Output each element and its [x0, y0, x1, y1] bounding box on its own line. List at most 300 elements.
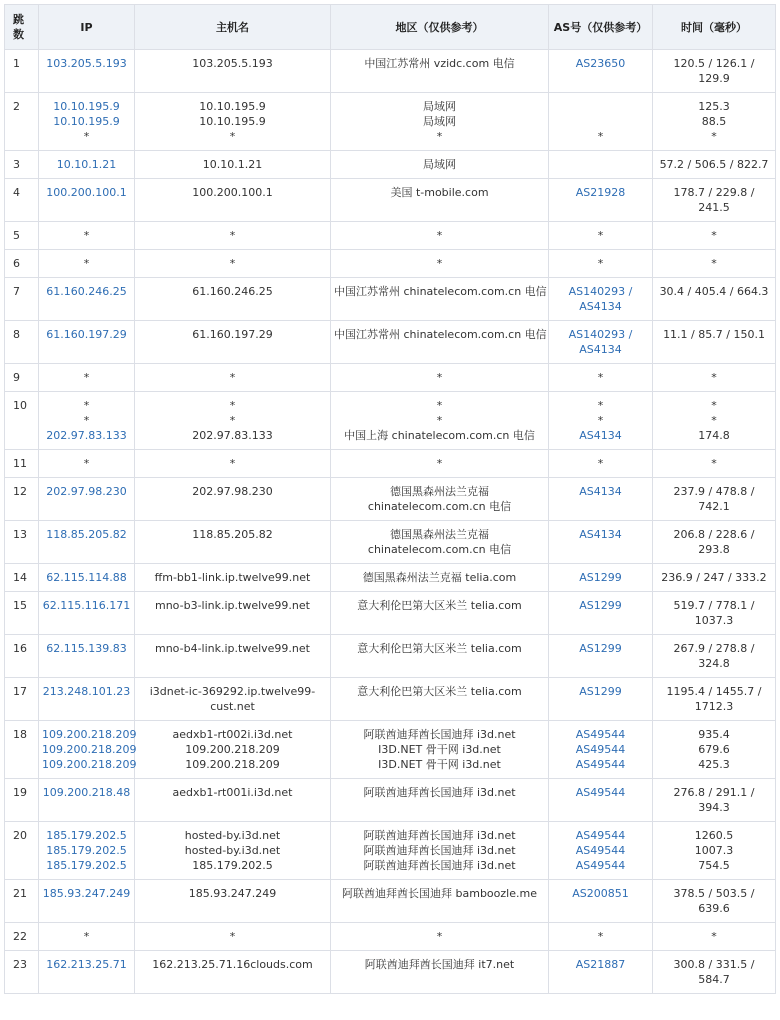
time-cell-text: * — [711, 371, 717, 384]
hostname-cell-text: 100.200.100.1 — [192, 186, 273, 199]
hostname-cell-text: 162.213.25.71.16clouds.com — [152, 958, 313, 971]
time-cell-text: 267.9 / 278.8 / — [673, 642, 755, 655]
region-cell-text: 德国黑森州法兰克福 telia.com — [362, 571, 517, 584]
as-cell — [549, 923, 653, 951]
hostname-cell — [135, 250, 331, 278]
region-cell — [331, 151, 549, 179]
ip-cell — [39, 222, 135, 250]
ip-link[interactable]: 118.85.205.82 — [46, 528, 127, 541]
region-cell-text: * — [436, 930, 443, 943]
time-cell — [653, 521, 776, 564]
region-cell — [331, 93, 549, 151]
time-cell-text: 174.8 — [698, 429, 730, 442]
hop-cell: 4 — [5, 179, 39, 222]
region-cell-text: 局域网 — [423, 115, 456, 128]
time-cell-text: * — [711, 130, 717, 143]
region-cell-text: 德国黑森州法兰克福 — [390, 528, 489, 541]
ip-link[interactable]: 202.97.98.230 — [46, 485, 127, 498]
region-cell — [331, 779, 549, 822]
hostname-cell-text: 103.205.5.193 — [192, 57, 273, 70]
table-row — [5, 450, 776, 478]
region-cell — [331, 450, 549, 478]
hostname-cell-text: aedxb1-rt001i.i3d.net — [172, 786, 293, 799]
as-cell-text: * — [597, 130, 604, 143]
time-cell — [653, 93, 776, 151]
hostname-cell — [135, 478, 331, 521]
hop-cell: 19 — [5, 779, 39, 822]
region-cell — [331, 951, 549, 994]
ip-cell — [39, 592, 135, 635]
region-cell — [331, 635, 549, 678]
time-cell — [653, 635, 776, 678]
region-cell-text: chinatelecom.com.cn 电信 — [367, 500, 512, 513]
time-cell-text: * — [711, 414, 717, 427]
table-row — [5, 50, 776, 93]
time-cell-text: * — [711, 457, 717, 470]
ip-link[interactable]: 62.115.116.171 — [42, 599, 131, 612]
ip-cell — [39, 364, 135, 392]
region-cell — [331, 592, 549, 635]
as-link[interactable]: AS49544 — [575, 728, 626, 741]
ip-link[interactable]: 213.248.101.23 — [42, 685, 131, 698]
ip-link[interactable]: 185.93.247.249 — [42, 887, 131, 900]
time-cell-text: * — [711, 399, 717, 412]
hostname-cell-text: mno-b4-link.ip.twelve99.net — [155, 642, 310, 655]
region-cell-text: 阿联酋迪拜酋长国迪拜 i3d.net — [363, 844, 516, 857]
hostname-cell-text: hosted-by.i3d.net — [184, 844, 281, 857]
as-cell — [549, 951, 653, 994]
time-cell-text: 129.9 — [698, 72, 730, 85]
header-hostname: 主机名 — [135, 5, 331, 50]
hop-cell: 22 — [5, 923, 39, 951]
header-as: AS号（仅供参考） — [549, 5, 653, 50]
ip-cell — [39, 50, 135, 93]
hostname-cell — [135, 880, 331, 923]
traceroute-table — [4, 4, 776, 994]
header-hop — [5, 5, 39, 50]
time-cell-text: 1195.4 / 1455.7 / — [666, 685, 762, 698]
as-cell — [549, 250, 653, 278]
ip-cell — [39, 278, 135, 321]
hostname-cell-text: * — [229, 257, 236, 270]
as-link[interactable]: AS49544 — [575, 786, 626, 799]
ip-link[interactable]: 109.200.218.209 — [42, 743, 137, 756]
region-cell-text: chinatelecom.com.cn 电信 — [367, 543, 512, 556]
ip-link[interactable]: 162.213.25.71 — [46, 958, 127, 971]
as-cell-text — [552, 114, 649, 129]
hostname-cell — [135, 822, 331, 880]
hop-cell: 13 — [5, 521, 39, 564]
as-link[interactable]: AS21887 — [575, 958, 626, 971]
time-cell-text: 1712.3 — [694, 700, 734, 713]
as-cell — [549, 521, 653, 564]
ip-cell — [39, 321, 135, 364]
time-cell-text: 1260.5 — [694, 829, 734, 842]
hop-cell: 5 — [5, 222, 39, 250]
ip-link[interactable]: 10.10.195.9 — [53, 115, 120, 128]
hop-cell: 3 — [5, 151, 39, 179]
table-row — [5, 635, 776, 678]
table-row — [5, 151, 776, 179]
time-cell-text: 236.9 / 247 / 333.2 — [661, 571, 767, 584]
as-link[interactable]: AS4134 — [579, 429, 622, 442]
region-cell-text: 阿联酋迪拜酋长国迪拜 i3d.net — [363, 829, 516, 842]
ip-link[interactable]: 61.160.197.29 — [46, 328, 127, 341]
as-link[interactable]: AS23650 — [575, 57, 626, 70]
as-cell — [549, 278, 653, 321]
hop-cell: 10 — [5, 392, 39, 450]
as-link[interactable]: AS4134 — [579, 528, 622, 541]
table-row — [5, 951, 776, 994]
region-cell — [331, 321, 549, 364]
hostname-cell — [135, 951, 331, 994]
hostname-cell — [135, 564, 331, 592]
as-cell — [549, 93, 653, 151]
ip-cell — [39, 93, 135, 151]
hostname-cell-text: * — [229, 371, 236, 384]
time-cell-text: * — [711, 257, 717, 270]
hop-cell: 20 — [5, 822, 39, 880]
ip-cell — [39, 779, 135, 822]
time-cell — [653, 822, 776, 880]
table-row — [5, 564, 776, 592]
region-cell-text: 美国 t-mobile.com — [390, 186, 489, 199]
as-cell — [549, 151, 653, 179]
header-region: 地区（仅供参考） — [331, 5, 549, 50]
time-cell-text: 742.1 — [698, 500, 730, 513]
ip-link[interactable]: 109.200.218.209 — [42, 758, 137, 771]
hostname-cell — [135, 321, 331, 364]
region-cell-text: 中国江苏常州 chinatelecom.com.cn 电信 — [334, 285, 547, 298]
hostname-cell-text: cust.net — [210, 700, 255, 713]
as-link[interactable]: AS4134 — [579, 343, 622, 356]
as-cell — [549, 592, 653, 635]
hop-cell: 12 — [5, 478, 39, 521]
region-cell — [331, 179, 549, 222]
hop-cell: 2 — [5, 93, 39, 151]
ip-cell — [39, 678, 135, 721]
ip-link[interactable]: 10.10.195.9 — [53, 100, 120, 113]
region-cell — [331, 364, 549, 392]
ip-link[interactable]: 103.205.5.193 — [46, 57, 127, 70]
region-cell-text: 阿联酋迪拜酋长国迪拜 i3d.net — [363, 859, 516, 872]
time-cell-text: 241.5 — [698, 201, 730, 214]
ip-cell — [39, 822, 135, 880]
time-cell-text: 88.5 — [701, 115, 727, 128]
table-row — [5, 179, 776, 222]
time-cell-text: 1037.3 — [694, 614, 734, 627]
hostname-cell — [135, 278, 331, 321]
hostname-cell-text: ffm-bb1-link.ip.twelve99.net — [154, 571, 311, 584]
time-cell-text: 1007.3 — [694, 844, 734, 857]
hop-cell: 11 — [5, 450, 39, 478]
region-cell-text: 阿联酋迪拜酋长国迪拜 i3d.net — [363, 786, 516, 799]
hostname-cell-text: 61.160.246.25 — [192, 285, 273, 298]
as-cell — [549, 321, 653, 364]
ip-cell — [39, 478, 135, 521]
hostname-cell — [135, 392, 331, 450]
ip-cell-text: * — [83, 399, 90, 412]
region-cell-text: 阿联酋迪拜酋长国迪拜 it7.net — [364, 958, 515, 971]
time-cell — [653, 321, 776, 364]
time-cell — [653, 564, 776, 592]
region-cell-text: * — [436, 130, 443, 143]
hostname-cell — [135, 93, 331, 151]
region-cell — [331, 923, 549, 951]
ip-cell — [39, 151, 135, 179]
as-cell — [549, 678, 653, 721]
time-cell-text: 178.7 / 229.8 / — [673, 186, 755, 199]
region-cell-text: I3D.NET 骨干网 i3d.net — [378, 758, 501, 771]
table-row — [5, 250, 776, 278]
time-cell-text: 11.1 / 85.7 / 150.1 — [663, 328, 765, 341]
hostname-cell-text: 109.200.218.209 — [185, 758, 280, 771]
hostname-cell-text: 118.85.205.82 — [192, 528, 273, 541]
region-cell — [331, 250, 549, 278]
header-hop-label: 跳 数 — [13, 13, 24, 41]
hostname-cell-text: i3dnet-ic-369292.ip.twelve99- — [149, 685, 316, 698]
hop-cell: 18 — [5, 721, 39, 779]
table-row — [5, 592, 776, 635]
hostname-cell-text: * — [229, 130, 236, 143]
hop-cell: 17 — [5, 678, 39, 721]
as-link[interactable]: AS4134 — [579, 485, 622, 498]
hostname-cell-text: * — [229, 457, 236, 470]
ip-cell — [39, 635, 135, 678]
time-cell — [653, 364, 776, 392]
hop-cell: 8 — [5, 321, 39, 364]
table-row — [5, 321, 776, 364]
table-header-row — [5, 5, 776, 50]
time-cell — [653, 880, 776, 923]
time-cell-text: 206.8 / 228.6 / — [673, 528, 755, 541]
time-cell-text: 425.3 — [698, 758, 730, 771]
region-cell-text: 局域网 — [423, 158, 456, 171]
table-row — [5, 222, 776, 250]
region-cell-text: 意大利伦巴第大区米兰 telia.com — [357, 599, 522, 612]
hostname-cell — [135, 179, 331, 222]
table-row — [5, 392, 776, 450]
time-cell — [653, 50, 776, 93]
time-cell-text: 276.8 / 291.1 / — [673, 786, 755, 799]
header-ip: IP — [39, 5, 135, 50]
as-link[interactable]: AS1299 — [579, 685, 622, 698]
as-link[interactable]: AS1299 — [579, 599, 622, 612]
hostname-cell-text: * — [229, 414, 236, 427]
region-cell-text: * — [436, 399, 443, 412]
as-link[interactable]: AS1299 — [579, 642, 622, 655]
time-cell — [653, 179, 776, 222]
as-cell-text: * — [597, 371, 604, 384]
as-cell-text — [552, 99, 649, 114]
as-cell — [549, 822, 653, 880]
hostname-cell-text: mno-b3-link.ip.twelve99.net — [155, 599, 310, 612]
hostname-cell-text: aedxb1-rt002i.i3d.net — [172, 728, 293, 741]
time-cell-text: 378.5 / 503.5 / — [673, 887, 755, 900]
ip-cell — [39, 923, 135, 951]
table-body — [5, 50, 776, 994]
ip-cell — [39, 250, 135, 278]
ip-cell — [39, 521, 135, 564]
region-cell-text: 中国上海 chinatelecom.com.cn 电信 — [344, 429, 535, 442]
ip-link[interactable]: 62.115.139.83 — [46, 642, 127, 655]
ip-cell — [39, 951, 135, 994]
hostname-cell-text: 202.97.83.133 — [192, 429, 273, 442]
as-cell — [549, 880, 653, 923]
region-cell-text: I3D.NET 骨干网 i3d.net — [378, 743, 501, 756]
as-link[interactable]: AS49544 — [575, 829, 626, 842]
ip-cell — [39, 564, 135, 592]
hop-cell: 1 — [5, 50, 39, 93]
time-cell-text: 639.6 — [698, 902, 730, 915]
time-cell-text: 754.5 — [698, 859, 730, 872]
as-cell — [549, 450, 653, 478]
as-cell-text: * — [597, 457, 604, 470]
header-time: 时间（毫秒） — [653, 5, 776, 50]
hostname-cell — [135, 592, 331, 635]
ip-cell — [39, 179, 135, 222]
ip-cell — [39, 721, 135, 779]
time-cell-text: 324.8 — [698, 657, 730, 670]
as-cell — [549, 478, 653, 521]
ip-cell — [39, 450, 135, 478]
hop-cell: 14 — [5, 564, 39, 592]
region-cell-text: * — [436, 414, 443, 427]
time-cell — [653, 678, 776, 721]
ip-cell — [39, 880, 135, 923]
as-cell-text — [552, 157, 649, 172]
hostname-cell-text: 109.200.218.209 — [185, 743, 280, 756]
as-link[interactable]: AS49544 — [575, 758, 626, 771]
time-cell-text: 125.3 — [698, 100, 730, 113]
region-cell-text: 意大利伦巴第大区米兰 telia.com — [357, 685, 522, 698]
hostname-cell-text: * — [229, 229, 236, 242]
time-cell-text: 935.4 — [698, 728, 730, 741]
time-cell — [653, 392, 776, 450]
hostname-cell — [135, 151, 331, 179]
time-cell — [653, 278, 776, 321]
hop-cell: 23 — [5, 951, 39, 994]
region-cell-text: 中国江苏常州 vzidc.com 电信 — [364, 57, 515, 70]
table-row — [5, 478, 776, 521]
region-cell-text: * — [436, 457, 443, 470]
hop-cell: 16 — [5, 635, 39, 678]
time-cell-text: 293.8 — [698, 543, 730, 556]
time-cell-text: 57.2 / 506.5 / 822.7 — [659, 158, 769, 171]
table-row — [5, 822, 776, 880]
hostname-cell-text: 202.97.98.230 — [192, 485, 273, 498]
ip-link[interactable]: 61.160.246.25 — [46, 285, 127, 298]
table-row — [5, 880, 776, 923]
ip-link[interactable]: 185.179.202.5 — [46, 844, 127, 857]
region-cell — [331, 392, 549, 450]
as-cell — [549, 564, 653, 592]
time-cell-text: 300.8 / 331.5 / — [673, 958, 755, 971]
region-cell-text: 局域网 — [423, 100, 456, 113]
time-cell-text: * — [711, 229, 717, 242]
time-cell — [653, 250, 776, 278]
time-cell-text: 394.3 — [698, 801, 730, 814]
time-cell — [653, 951, 776, 994]
as-link[interactable]: AS140293 / — [568, 285, 633, 298]
as-cell — [549, 779, 653, 822]
hostname-cell — [135, 721, 331, 779]
region-cell — [331, 222, 549, 250]
hostname-cell-text: 10.10.195.9 — [199, 115, 266, 128]
as-link[interactable]: AS49544 — [575, 844, 626, 857]
ip-cell-text: * — [83, 130, 90, 143]
time-cell-text: 584.7 — [698, 973, 730, 986]
hop-cell: 6 — [5, 250, 39, 278]
hostname-cell-text: hosted-by.i3d.net — [184, 829, 281, 842]
as-link[interactable]: AS200851 — [572, 887, 629, 900]
time-cell-text: 30.4 / 405.4 / 664.3 — [659, 285, 769, 298]
as-cell — [549, 222, 653, 250]
as-cell — [549, 364, 653, 392]
as-link[interactable]: AS4134 — [579, 300, 622, 313]
hostname-cell — [135, 779, 331, 822]
region-cell-text: 德国黑森州法兰克福 — [390, 485, 489, 498]
region-cell — [331, 721, 549, 779]
as-cell-text: * — [597, 399, 604, 412]
region-cell-text: 意大利伦巴第大区米兰 telia.com — [357, 642, 522, 655]
as-link[interactable]: AS1299 — [579, 571, 622, 584]
hostname-cell-text: * — [229, 399, 236, 412]
table-row — [5, 93, 776, 151]
hostname-cell — [135, 450, 331, 478]
region-cell-text: 阿联酋迪拜酋长国迪拜 i3d.net — [363, 728, 516, 741]
ip-link[interactable]: 62.115.114.88 — [46, 571, 127, 584]
ip-link[interactable]: 109.200.218.48 — [42, 786, 131, 799]
as-cell-text: * — [597, 229, 604, 242]
table-row — [5, 779, 776, 822]
hostname-cell — [135, 50, 331, 93]
time-cell — [653, 779, 776, 822]
ip-link[interactable]: 109.200.218.209 — [42, 728, 137, 741]
time-cell-text: 120.5 / 126.1 / — [673, 57, 755, 70]
ip-link[interactable]: 185.179.202.5 — [46, 859, 127, 872]
table-row — [5, 923, 776, 951]
ip-link[interactable]: 10.10.1.21 — [56, 158, 117, 171]
region-cell-text: * — [436, 371, 443, 384]
table-row — [5, 278, 776, 321]
ip-cell-text: * — [83, 371, 90, 384]
hostname-cell — [135, 521, 331, 564]
hop-cell: 15 — [5, 592, 39, 635]
ip-cell — [39, 392, 135, 450]
hostname-cell-text: 185.179.202.5 — [192, 859, 273, 872]
as-link[interactable]: AS21928 — [575, 186, 626, 199]
as-link[interactable]: AS140293 / — [568, 328, 633, 341]
time-cell — [653, 222, 776, 250]
region-cell — [331, 564, 549, 592]
ip-cell-text: * — [83, 930, 90, 943]
as-cell — [549, 179, 653, 222]
ip-link[interactable]: 185.179.202.5 — [46, 829, 127, 842]
region-cell — [331, 478, 549, 521]
region-cell-text: * — [436, 257, 443, 270]
time-cell — [653, 592, 776, 635]
region-cell-text: * — [436, 229, 443, 242]
hostname-cell — [135, 635, 331, 678]
as-link[interactable]: AS49544 — [575, 859, 626, 872]
as-cell-text: * — [597, 930, 604, 943]
ip-cell-text: * — [83, 257, 90, 270]
ip-cell-text: * — [83, 229, 90, 242]
as-link[interactable]: AS49544 — [575, 743, 626, 756]
ip-link[interactable]: 100.200.100.1 — [46, 186, 127, 199]
ip-link[interactable]: 202.97.83.133 — [46, 429, 127, 442]
